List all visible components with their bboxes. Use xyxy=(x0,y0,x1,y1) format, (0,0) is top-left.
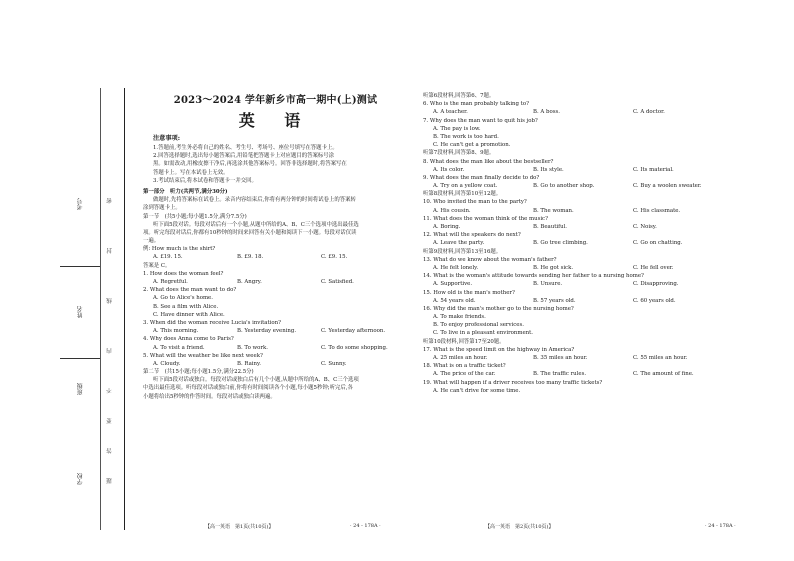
material-heading: 听第6段材料,回答第6、7题。 xyxy=(423,93,495,99)
option: B. Rainy. xyxy=(237,360,262,367)
note-line: 黑。如需改动,用橡皮擦干净后,再选涂其他答案标号。回答非选择题时,将答案写在 xyxy=(153,161,347,168)
option: C. His classmate. xyxy=(633,207,681,214)
question: 18. What is on a traffic ticket? xyxy=(423,363,506,370)
options-row xyxy=(423,223,743,231)
note-line: 3.考试结束后,将本试卷和答题卡一并交回。 xyxy=(153,177,257,184)
material-heading: 听第9段材料,回答第13至16题。 xyxy=(423,248,502,255)
divider xyxy=(60,358,100,359)
option: B. A boss. xyxy=(533,109,560,116)
option: B. Its style. xyxy=(533,166,564,173)
instruction-line: 小题将给出5秒钟的作答时间。每段对话或独白读两遍。 xyxy=(143,393,276,400)
option: A. Go to Alice's home. xyxy=(153,295,213,302)
question: 4. Why does Anna come to Paris? xyxy=(143,336,234,343)
option: B. Go tree climbing. xyxy=(533,240,588,247)
exam-code: · 24 - 178A · xyxy=(705,523,736,529)
option: A. £19. 15. xyxy=(153,254,183,261)
right-column xyxy=(423,92,743,395)
note-line: 1.答题前,考生务必将自己的姓名、考生号、考场号、座位号填写在答题卡上。 xyxy=(153,145,338,151)
label-school: 学校 xyxy=(77,473,84,485)
question: 19. What will happen if a driver receives too many traffic tickets? xyxy=(423,379,603,386)
option: A. Its color. xyxy=(433,166,465,173)
seal-char: 答 xyxy=(107,448,113,454)
question: 1. How does the woman feel? xyxy=(143,270,224,277)
question: 3. When did the woman receive Lucia's invitation? xyxy=(143,319,281,326)
question: 17. What is the speed limit on the highway in America? xyxy=(423,346,575,353)
option: A. A teacher. xyxy=(433,109,468,116)
seal-line xyxy=(100,88,101,530)
question: 11. What does the woman think of the music? xyxy=(423,215,548,222)
option: B. He got sick. xyxy=(533,264,574,271)
option: A. His cousin. xyxy=(433,207,471,214)
option: B. The woman. xyxy=(533,207,574,214)
question: 13. What do we know about the woman's father? xyxy=(423,256,557,263)
section-heading: 第一节 (共5小题;每小题1.5分,满分7.5分) xyxy=(143,213,247,220)
option: C. Have dinner with Alice. xyxy=(153,311,225,318)
question: 5. What will the weather be like next week? xyxy=(143,352,263,359)
option: A. 25 miles an hour. xyxy=(433,355,488,361)
option: C. He can't get a promotion. xyxy=(433,142,511,149)
instruction-line: 听下面5段对话或独白。每段对话或独白后有几个小题,从题中所给的A、B、C三个选项 xyxy=(153,377,359,384)
binding-strip xyxy=(60,88,125,530)
option: A. He can't drive for some time. xyxy=(433,387,521,394)
option: A. Leave the party. xyxy=(433,240,485,247)
options-row xyxy=(423,239,743,247)
options-row xyxy=(423,264,743,272)
material-heading: 听第7段材料,回答第8、9题。 xyxy=(423,150,495,157)
options-row xyxy=(423,182,743,190)
option: B. See a film with Alice. xyxy=(153,303,219,310)
question: 16. Why did the man's mother go to the nursing home? xyxy=(423,305,574,312)
option: A. Try on a yellow coat. xyxy=(433,183,498,190)
option: A. To visit a friend. xyxy=(153,344,205,351)
option: A. The price of the car. xyxy=(433,371,496,378)
seal-char: 要 xyxy=(107,418,113,424)
part-heading: 第一部分 听力(共两节,满分30分) xyxy=(143,188,228,195)
instruction-line: 听下面5段对话。每段对话后有一个小题,从题中所给的A、B、C三个选项中选出最佳选 xyxy=(153,221,359,228)
options-row xyxy=(143,344,408,352)
exam-code: · 24 - 178A · xyxy=(350,523,381,529)
option: C. He fell over. xyxy=(633,264,674,271)
option: C. Satisfied. xyxy=(321,279,354,285)
seal-char: 封 xyxy=(107,248,113,254)
option: A. He felt lonely. xyxy=(433,264,479,271)
options-row xyxy=(143,327,408,335)
option: C. 55 miles an hour. xyxy=(633,355,688,361)
option: A. To make friends. xyxy=(433,314,486,321)
material-heading: 听第10段材料,回答第17至20题。 xyxy=(423,338,505,345)
option: C. 60 years old. xyxy=(633,297,676,304)
question: 12. What will the speakers do next? xyxy=(423,232,521,239)
options-row xyxy=(423,280,743,288)
option: B. Yesterday evening. xyxy=(237,328,297,335)
option: B. £9. 18. xyxy=(237,254,264,261)
left-column xyxy=(143,92,408,401)
option: C. Disapproving. xyxy=(633,281,679,288)
example-question: 例: How much is the shirt? xyxy=(143,246,216,253)
example-options xyxy=(143,253,408,261)
question: 14. What is the woman's attitude towards sending her father to a nursing home? xyxy=(423,273,644,280)
question: 6. Who is the man probably talking to? xyxy=(423,101,529,108)
options-row xyxy=(143,360,408,368)
exam-title: 2023～2024 学年新乡市高一期中(上)测试 xyxy=(173,95,378,106)
label-name: 姓名 xyxy=(77,306,84,318)
option: C. Sunny. xyxy=(321,360,347,367)
seal-char: 内 xyxy=(107,348,113,354)
option: B. Angry. xyxy=(237,279,262,285)
instruction-line: 一遍。 xyxy=(143,238,160,245)
options-row xyxy=(143,278,408,286)
option: B. 35 miles an hour. xyxy=(533,355,588,361)
option: C. The amount of fine. xyxy=(633,371,694,378)
page-footer: 【高一英语 第1页(共10页)】 xyxy=(205,524,274,530)
exam-subject: 英 语 xyxy=(238,111,313,130)
option: C. £9. 15. xyxy=(321,254,348,261)
option: A. 54 years old. xyxy=(433,297,476,304)
question: 2. What does the man want to do? xyxy=(143,287,237,294)
seal-char: 线 xyxy=(107,298,113,304)
notes-title: 注意事项: xyxy=(153,135,181,142)
note-line: 答题卡上。写在本试卷上无效。 xyxy=(153,169,229,176)
divider xyxy=(60,266,100,267)
option: A. This morning. xyxy=(153,328,199,335)
option: C. Its material. xyxy=(633,166,674,173)
question: 10. Who invited the man to the party? xyxy=(423,199,527,206)
option: C. Noisy. xyxy=(633,224,657,230)
question: 7. Why does the man want to quit his job? xyxy=(423,117,538,124)
option: B. The traffic rules. xyxy=(533,371,587,378)
options-row xyxy=(423,207,743,215)
option: C. Buy a woolen sweater. xyxy=(633,183,702,190)
page-footer: 【高一英语 第2页(共10页)】 xyxy=(485,524,554,530)
question: 8. What does the man like about the bestseller? xyxy=(423,158,554,165)
seal-char: 密 xyxy=(107,198,113,204)
options-row xyxy=(423,166,743,174)
seal-char: 题 xyxy=(107,478,113,484)
option: B. The work is too hard. xyxy=(433,133,499,140)
options-row xyxy=(423,108,743,116)
option: B. 57 years old. xyxy=(533,297,576,304)
option: A. The pay is low. xyxy=(433,125,481,132)
instruction-line: 中选出最佳选项。听每段对话或独白前,你将有时间阅读各个小题,每小题5秒钟;听完后,各 xyxy=(143,385,353,392)
label-class: 班级 xyxy=(77,383,84,395)
instruction-line: 涂到答题卡上。 xyxy=(143,205,181,212)
option: A. Cloudy. xyxy=(153,360,181,367)
option: B. To enjoy professional services. xyxy=(433,322,524,329)
seal-char: 不 xyxy=(107,388,113,394)
option: B. To work. xyxy=(237,344,268,351)
option: B. Go to another shop. xyxy=(533,183,595,190)
option: A. Boring. xyxy=(433,224,461,230)
question: 15. How old is the man's mother? xyxy=(423,289,515,296)
options-row xyxy=(423,370,743,378)
material-heading: 听第8段材料,回答第10至12题。 xyxy=(423,191,502,198)
options-row xyxy=(423,297,743,305)
option: B. Unsure. xyxy=(533,281,563,288)
option: C. To live in a pleasant environment. xyxy=(433,330,534,337)
instruction-line: 项。听完每段对话后,你都有10秒钟的时间来回答有关小题和阅读下一小题。每段对话仅读 xyxy=(143,229,357,236)
option: C. A doctor. xyxy=(633,109,665,116)
option: A. Regretful. xyxy=(153,279,188,285)
note-line: 2.回答选择题时,选出每小题答案后,用铅笔把答题卡上对应题目的答案标号涂 xyxy=(153,153,335,160)
options-row xyxy=(423,354,743,362)
label-exam-number: 考号 xyxy=(77,198,84,210)
option: C. Go on chatting. xyxy=(633,240,683,247)
option: C. To do some shopping. xyxy=(321,344,388,351)
section-heading: 第二节 (共15小题;每小题1.5分,满分22.5分) xyxy=(143,369,254,376)
option: B. Beautiful. xyxy=(533,224,568,230)
option: A. Supportive. xyxy=(433,281,473,288)
question: 9. What does the man finally decide to do? xyxy=(423,174,540,181)
instruction-line: 做题时,先将答案标在试卷上。录音内容结束后,你将有两分钟的时间将试卷上的答案转 xyxy=(153,197,356,204)
option: C. Yesterday afternoon. xyxy=(321,328,386,335)
example-answer: 答案是 C。 xyxy=(143,262,171,269)
